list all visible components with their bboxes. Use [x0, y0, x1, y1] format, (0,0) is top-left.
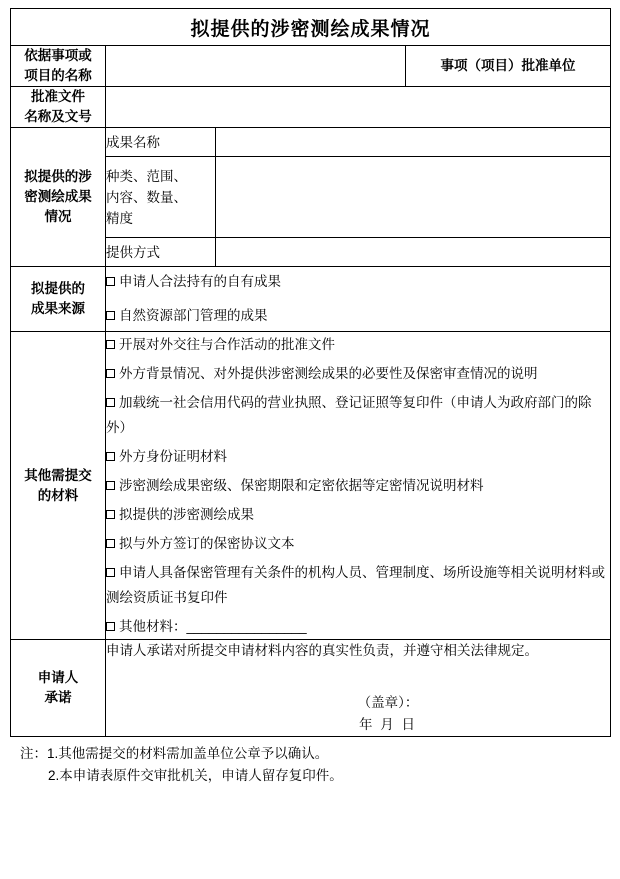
note-line-2: [20, 765, 620, 787]
source-label-line2: 成果来源: [31, 301, 85, 316]
checkbox-icon[interactable]: [106, 398, 115, 407]
source-label-line1: 拟提供的: [31, 281, 85, 296]
checkbox-icon[interactable]: [106, 311, 115, 320]
promise-label: [11, 640, 106, 737]
source-option-0[interactable]: [106, 267, 610, 297]
table-row-source: [11, 267, 611, 332]
result-name-value-field[interactable]: [216, 128, 611, 157]
results-info-label: [11, 128, 106, 267]
footer-notes: [20, 743, 620, 787]
table-row-approval-doc: [11, 87, 611, 128]
approval-doc-label: [11, 87, 106, 128]
provide-method-label: 提供方式: [106, 238, 216, 267]
materials-label: [11, 332, 106, 640]
source-label: [11, 267, 106, 332]
source-option-0-label: 申请人合法持有的自有成果: [119, 274, 281, 289]
source-option-1[interactable]: [106, 301, 610, 331]
promise-label-line1: 申请人: [37, 670, 79, 685]
material-option-6[interactable]: [106, 531, 610, 556]
material-option-5[interactable]: [106, 502, 610, 527]
source-option-1-label: 自然资源部门管理的成果: [119, 308, 268, 323]
material-option-3-label: 外方身份证明材料: [119, 449, 227, 464]
source-options-list: [106, 267, 611, 332]
basis-label-line1: 依据事项或: [24, 48, 92, 63]
material-option-2-label: 加载统一社会信用代码的营业执照、登记证照等复印件（申请人为政府部门的除外）: [106, 395, 592, 435]
table-row-materials: [11, 332, 611, 640]
material-option-3[interactable]: [106, 444, 610, 469]
result-name-label: 成果名称: [106, 128, 216, 157]
checkbox-icon[interactable]: [106, 568, 115, 577]
material-option-8-label: 其他材料：________________: [119, 619, 307, 634]
table-row-basis: [11, 46, 611, 87]
materials-label-line1: 其他需提交: [24, 467, 92, 483]
checkbox-icon[interactable]: [106, 481, 115, 490]
results-label-line2: 密测绘成果: [24, 189, 92, 204]
result-detail-line1: 种类、范围、: [106, 168, 187, 184]
approval-doc-label-line1: 批准文件: [31, 89, 85, 104]
approval-unit-label: 事项（项目）批准单位: [406, 46, 611, 87]
date-line[interactable]: 年 月 日: [359, 717, 418, 732]
result-detail-label: [106, 157, 216, 238]
notes-prefix: 注：: [20, 746, 47, 761]
material-option-1-label: 外方背景情况、对外提供涉密测绘成果的必要性及保密审查情况的说明: [119, 366, 538, 381]
checkbox-icon[interactable]: [106, 452, 115, 461]
material-option-8[interactable]: [106, 614, 610, 639]
result-detail-line3: 精度: [106, 210, 133, 226]
material-option-1[interactable]: [106, 361, 610, 386]
approval-doc-value-field[interactable]: [106, 87, 611, 128]
material-option-0[interactable]: [106, 332, 610, 357]
materials-options-list: [106, 332, 611, 640]
materials-label-line2: 的材料: [37, 487, 79, 503]
seal-line[interactable]: （盖章）：: [357, 695, 419, 710]
material-option-4[interactable]: [106, 473, 610, 498]
material-option-5-label: 拟提供的涉密测绘成果: [119, 507, 254, 522]
result-detail-value-field[interactable]: [216, 157, 611, 238]
result-detail-line2: 内容、数量、: [106, 189, 187, 205]
material-option-6-label: 拟与外方签订的保密协议文本: [119, 536, 295, 551]
note-item-0: 1.其他需提交的材料需加盖单位公章予以确认。: [47, 746, 329, 761]
table-row-title: [11, 9, 611, 46]
promise-text: 申请人承诺对所提交申请材料内容的真实性负责，并遵守相关法律规定。: [106, 643, 538, 658]
note-item-1: 2.本申请表原件交审批机关，申请人留存复印件。: [48, 768, 343, 783]
checkbox-icon[interactable]: [106, 539, 115, 548]
basis-label-line2: 项目的名称: [24, 68, 92, 83]
checkbox-icon[interactable]: [106, 340, 115, 349]
survey-results-form: [10, 8, 611, 737]
material-option-4-label: 涉密测绘成果密级、保密期限和定密依据等定密情况说明材料: [119, 478, 484, 493]
approval-doc-label-line2: 名称及文号: [24, 109, 92, 124]
basis-label: [11, 46, 106, 87]
checkbox-icon[interactable]: [106, 369, 115, 378]
results-label-line1: 拟提供的涉: [24, 169, 92, 184]
checkbox-icon[interactable]: [106, 622, 115, 631]
promise-label-line2: 承诺: [44, 690, 72, 705]
material-option-0-label: 开展对外交往与合作活动的批准文件: [119, 337, 335, 352]
page-title: 拟提供的涉密测绘成果情况: [11, 9, 611, 46]
material-option-7[interactable]: [106, 560, 610, 610]
basis-value-field[interactable]: [106, 46, 406, 87]
promise-content: [106, 640, 611, 737]
table-row-result-name: [11, 128, 611, 157]
provide-method-value-field[interactable]: [216, 238, 611, 267]
results-label-line3: 情况: [44, 209, 72, 224]
material-option-2[interactable]: [106, 390, 610, 440]
checkbox-icon[interactable]: [106, 277, 115, 286]
checkbox-icon[interactable]: [106, 510, 115, 519]
material-option-7-label: 申请人具备保密管理有关条件的机构人员、管理制度、场所设施等相关说明材料或测绘资质证书复印件: [106, 565, 605, 605]
note-line-1: [20, 743, 620, 765]
table-row-promise: [11, 640, 611, 737]
